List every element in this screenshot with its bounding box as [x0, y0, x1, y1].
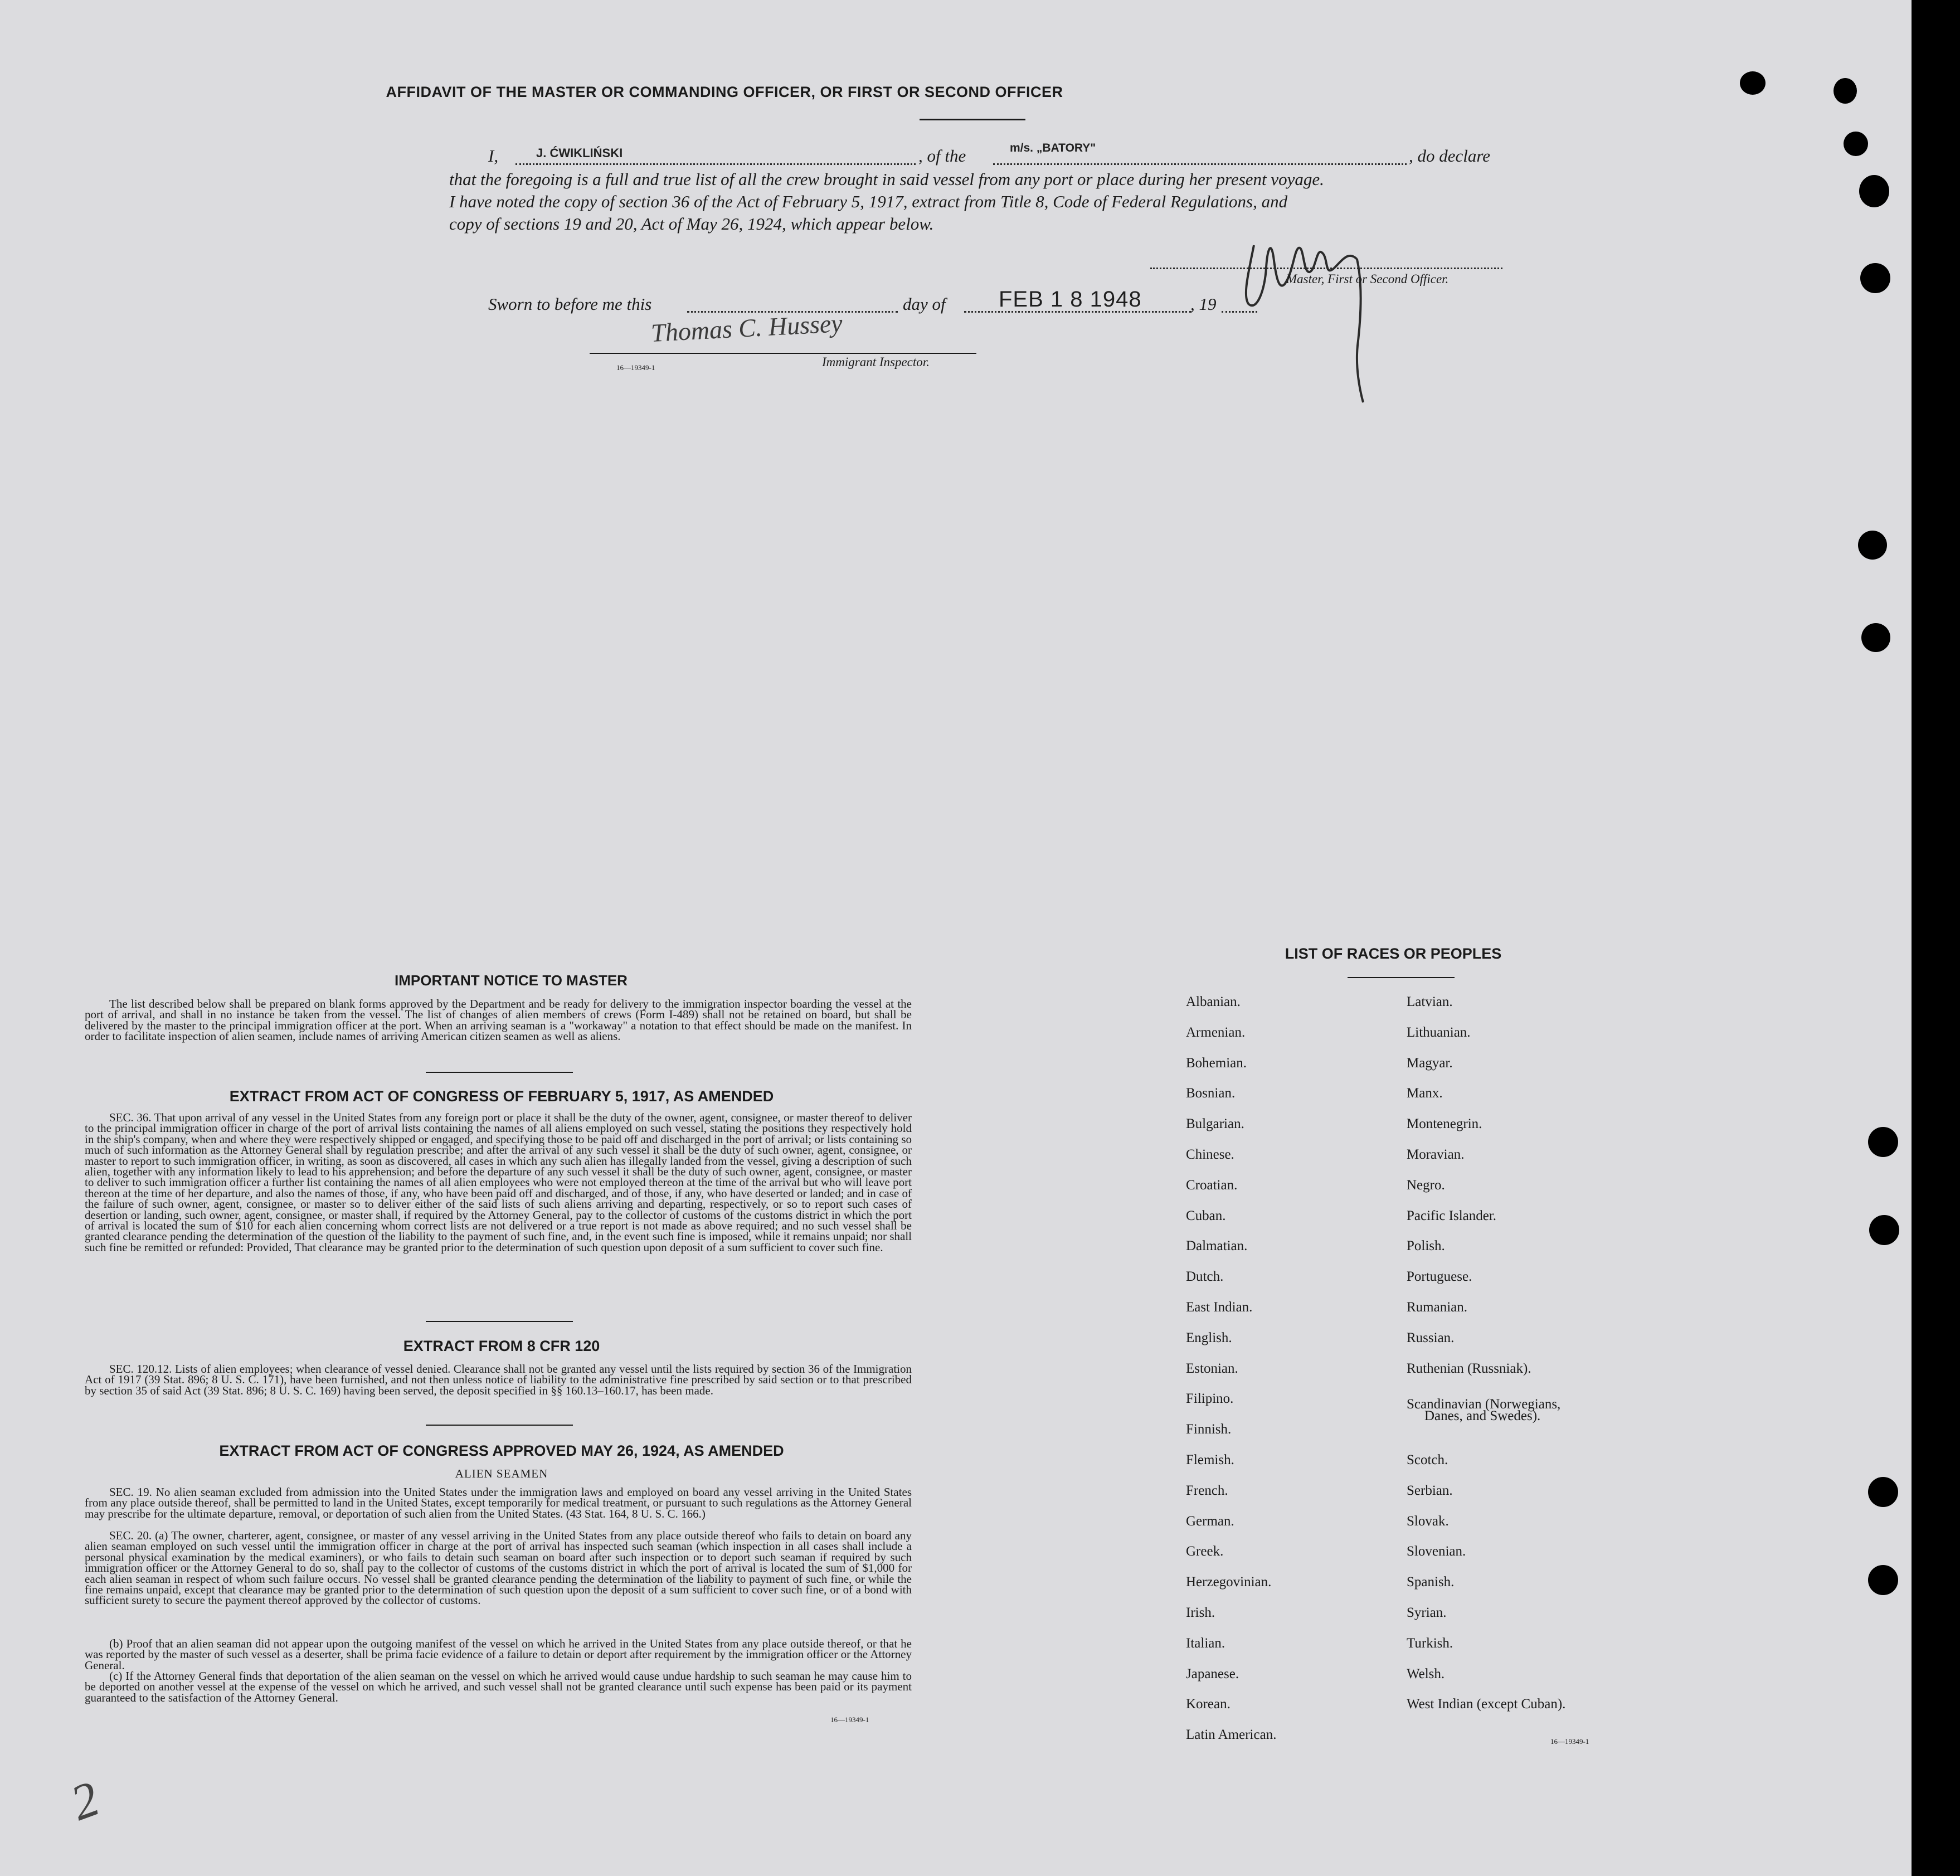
- race-item: East Indian.: [1186, 1300, 1253, 1315]
- race-item: Croatian.: [1186, 1177, 1238, 1193]
- race-item: Slovenian.: [1407, 1544, 1466, 1559]
- section-20b-text: (b) Proof that an alien seaman did not appear upon the outgoing manifest of the vessel on which he arrived in the United States from any place outside thereof, or that he was reported by the master of such vessel as a deserter, shall be prima facie evidence of a failure to detain or deport after requirement by the immigration officer or the Attorney General.: [85, 1637, 912, 1672]
- divider-1: [426, 1072, 573, 1073]
- race-item: Estonian.: [1186, 1360, 1238, 1376]
- race-item: Dalmatian.: [1186, 1238, 1248, 1254]
- day-of-text: day of: [903, 294, 946, 314]
- punch-hole: [1869, 1215, 1899, 1245]
- sworn-text: Sworn to before me this: [488, 294, 652, 314]
- race-item: Bulgarian.: [1186, 1116, 1244, 1132]
- year-line: [1222, 311, 1257, 313]
- punch-hole: [1844, 132, 1868, 156]
- affidavit-line-2: that the foregoing is a full and true list of all the crew brought in said vessel from any port or place during her present voyage.: [449, 169, 1324, 189]
- extract-cfr-title: EXTRACT FROM 8 CFR 120: [403, 1338, 600, 1354]
- race-item: Magyar.: [1407, 1055, 1453, 1071]
- race-item: Slovak.: [1407, 1513, 1449, 1529]
- alien-seamen-subtitle: ALIEN SEAMEN: [455, 1467, 548, 1480]
- affidavit-line-3: I have noted the copy of section 36 of the Act of February 5, 1917, extract from Title 8, Code of Federal Regulations, and: [449, 192, 1288, 211]
- inspector-caption: Immigrant Inspector.: [822, 355, 930, 369]
- extract-form-number: 16—19349-1: [830, 1715, 869, 1724]
- punch-hole: [1740, 71, 1766, 95]
- race-item: Polish.: [1407, 1238, 1445, 1254]
- race-item: English.: [1186, 1330, 1232, 1345]
- races-form-number: 16—19349-1: [1550, 1737, 1589, 1746]
- punch-hole: [1833, 78, 1857, 104]
- year-prefix: , 19: [1190, 294, 1217, 314]
- punch-hole: [1861, 623, 1890, 652]
- vessel-line: [993, 163, 1407, 165]
- inspector-signature-line: [590, 353, 976, 354]
- race-item: Negro.: [1407, 1177, 1445, 1193]
- race-item: Japanese.: [1186, 1666, 1239, 1681]
- extract-1917-text: SEC. 36. That upon arrival of any vessel in the United States from any foreign port or place it shall be the duty of the owner, agent, consignee, or master thereof to deliver to the principal immigration officer in charge of the port of arrival lists containing the names of all aliens employed on such vessel, stating the positions they respectively hold in the ship's company, when and where they were respectively shipped or engaged, and specifying those to be paid off and discharged in the port of arrival; or lists containing so much of such information as the Attorney General shall by regulation prescribe; and after the arrival of any such vessel it shall be the duty of such owner, agent, consignee, or master to report to such immigration officer, in writing, as soon as discovered, all cases in which any such alien has illegally landed from the vessel, giving a description of such alien, together with any information likely to lead to his apprehension; and before the departure of any such vessel it shall be the duty of such owner, agent, consignee, or master to deliver to such immigration officer a further list containing the names of all alien employees who were not employed thereon at the time of the arrival but who will leave port thereon at the time of her departure, and also the names of those, if any, who have been paid off and discharged, and of those, if any, who have deserted or landed; and in case of the failure of such owner, agent, consignee, or master so to deliver either of the said lists of such aliens arriving and departing, respectively, or so to report such cases of desertion or landing, such owner, agent, consignee, or master shall, if required by the Attorney General, pay to the collector of customs of the customs district in which the port of arrival is located the sum of $10 for each alien concerning whom correct lists are not delivered or a true report is not made as above required; and no such vessel shall be granted clearance pending the determination of the question of the liability to the payment of such fine, and, in the event such fine is imposed, while it remains unpaid; nor shall such fine be remitted or refunded: Provided, That clearance may be granted prior to the determination of such question upon deposit of a sum sufficient to cover such fine.: [85, 1111, 912, 1254]
- punch-hole: [1860, 263, 1890, 293]
- race-item: Filipino.: [1186, 1391, 1234, 1407]
- punch-hole: [1858, 531, 1887, 560]
- punch-hole: [1868, 1565, 1898, 1595]
- race-item: Dutch.: [1186, 1269, 1224, 1285]
- race-item: Welsh.: [1407, 1666, 1445, 1681]
- race-item: Latvian.: [1407, 994, 1453, 1009]
- affidavit-line-4: copy of sections 19 and 20, Act of May 26, 1924, which appear below.: [449, 214, 934, 234]
- master-signature-line: [1150, 268, 1502, 269]
- race-item: Rumanian.: [1407, 1300, 1468, 1315]
- race-item: Montenegrin.: [1407, 1116, 1482, 1132]
- notice-text: The list described below shall be prepared on blank forms approved by the Department and be ready for delivery to the immigration inspector boarding the vessel at the port of arrival, and shall in no instance be taken from the vessel. The list of changes of alien members of crews (Form I-489) shall not be retained on board, but shall be delivered by the master to the principal immigration officer at the port. When an arriving seaman is a "workaway" a notation to that effect should be made on the manifest. In order to facilitate inspection of alien seamen, include names of arriving American citizen seamen as well as aliens.: [85, 997, 912, 1043]
- race-item: Serbian.: [1407, 1483, 1453, 1498]
- race-item: Armenian.: [1186, 1024, 1246, 1040]
- section-20a-text: SEC. 20. (a) The owner, charterer, agent, consignee, or master of any vessel arriving in the United States from any place outside thereof who fails to detain on board any alien seaman employed on such vessel until the immigration officer in charge at the port of arrival has inspected such seaman (which inspection in all cases shall include a personal physical examination by the medical examiners), or who fails to detain such seaman on board after such inspection or to deport such seaman if required by such immigration officer or the Attorney General to do so, shall pay to the collector of customs of the customs district in which the port of arrival is located the sum of $1,000 for each alien seaman in respect of whom such failure occurs. No vessel shall be granted clearance pending the determination of the liability to payment of such fine, or while the fine remains unpaid, except that clearance may be granted prior to the determination of such question upon the deposit of a sum sufficient to cover such fine, or of a bond with sufficient surety to secure the payment thereof approved by the collector of customs.: [85, 1529, 912, 1607]
- race-item: Danes, and Swedes).: [1424, 1408, 1541, 1423]
- race-item: Italian.: [1186, 1635, 1225, 1651]
- master-name: J. ĆWIKLIŃSKI: [536, 146, 623, 160]
- race-item: Flemish.: [1186, 1452, 1234, 1467]
- race-item: Korean.: [1186, 1697, 1231, 1712]
- inspector-signature: Thomas C. Hussey: [650, 309, 843, 347]
- divider-2: [426, 1321, 573, 1322]
- master-name-line: [515, 163, 916, 165]
- punch-hole: [1868, 1127, 1898, 1157]
- notice-title: IMPORTANT NOTICE TO MASTER: [395, 972, 628, 989]
- race-item: Irish.: [1186, 1605, 1215, 1620]
- race-item: Manx.: [1407, 1086, 1443, 1101]
- affidavit-title: AFFIDAVIT OF THE MASTER OR COMMANDING OFFICER, OR FIRST OR SECOND OFFICER: [386, 84, 1063, 100]
- extract-cfr-text: SEC. 120.12. Lists of alien employees; when clearance of vessel denied. Clearance shall not be granted any vessel until the lists required by section 36 of the Immigration Act of 1917 (39 Stat. 896; 8 U. S. C. 171), have been furnished, and not then unless notice of liability to the administrative fine prescribed by said section or to that prescribed by section 35 of said Act (39 Stat. 896; 8 U. S. C. 169) having been served, the deposit specified in §§ 160.13–160.17, has been made.: [85, 1362, 912, 1397]
- race-item: Spanish.: [1407, 1574, 1455, 1590]
- race-item: Chinese.: [1186, 1147, 1234, 1162]
- race-item: Portuguese.: [1407, 1269, 1472, 1285]
- race-item: French.: [1186, 1483, 1228, 1498]
- race-item: Latin American.: [1186, 1727, 1277, 1743]
- race-item: Moravian.: [1407, 1147, 1465, 1162]
- race-item: Greek.: [1186, 1544, 1224, 1559]
- race-item: Finnish.: [1186, 1422, 1232, 1437]
- affidavit-form-number: 16—19349-1: [616, 363, 655, 372]
- extract-1917-title: EXTRACT FROM ACT OF CONGRESS OF FEBRUARY 5, 1917, AS AMENDED: [229, 1088, 774, 1105]
- race-item: Ruthenian (Russniak).: [1407, 1360, 1531, 1376]
- race-item: Bosnian.: [1186, 1086, 1236, 1101]
- race-item: West Indian (except Cuban).: [1407, 1697, 1566, 1712]
- margin-note: 2: [64, 1771, 106, 1831]
- section-20c-text: (c) If the Attorney General finds that deportation of the alien seaman on the vessel on which he arrived would cause undue hardship to such seaman he may cause him to be deported on another vessel at the expense of the vessel on which he arrived, and such vessel shall not be granted clearance until such expense has been paid or its payment guaranteed to the satisfaction of the Attorney General.: [85, 1669, 912, 1704]
- race-item: Pacific Islander.: [1407, 1208, 1497, 1223]
- race-item: Russian.: [1407, 1330, 1455, 1345]
- punch-hole: [1868, 1477, 1898, 1507]
- master-caption: Master, First or Second Officer.: [1286, 272, 1449, 286]
- punch-hole: [1859, 175, 1889, 207]
- divider-3: [426, 1425, 573, 1426]
- section-19-text: SEC. 19. No alien seaman excluded from admission into the United States under the immigration laws and employed on board any vessel arriving in the United States from any place outside thereof, shall be permitted to land in the United States, except temporarily for medical treatment, or pursuant to such regulations as the Attorney General may prescribe for the ultimate departure, removal, or deportation of such alien from the United States. (43 Stat. 164, 8 U. S. C. 166.): [85, 1485, 912, 1520]
- race-item: Cuban.: [1186, 1208, 1226, 1223]
- race-item: Bohemian.: [1186, 1055, 1247, 1071]
- race-item: Albanian.: [1186, 994, 1241, 1009]
- race-item: Scandinavian (Norwegians,: [1407, 1397, 1561, 1412]
- title-divider: [920, 119, 1025, 120]
- race-item: Lithuanian.: [1407, 1024, 1471, 1040]
- race-item: German.: [1186, 1513, 1234, 1529]
- affidavit-i: I,: [488, 146, 499, 166]
- race-item: Turkish.: [1407, 1635, 1453, 1651]
- extract-1924-title: EXTRACT FROM ACT OF CONGRESS APPROVED MAY 26, 1924, AS AMENDED: [219, 1442, 784, 1459]
- races-divider: [1348, 977, 1455, 978]
- race-item: Herzegovinian.: [1186, 1574, 1272, 1590]
- races-title: LIST OF RACES OR PEOPLES: [1285, 945, 1502, 962]
- do-declare-text: , do declare: [1409, 146, 1491, 166]
- race-item: Syrian.: [1407, 1605, 1447, 1620]
- date-stamp: FEB 1 8 1948: [999, 287, 1142, 312]
- race-item: Scotch.: [1407, 1452, 1448, 1467]
- master-signature: [1232, 206, 1377, 407]
- of-the-text: , of the: [918, 146, 966, 166]
- vessel-name: m/s. „BATORY": [1010, 142, 1096, 154]
